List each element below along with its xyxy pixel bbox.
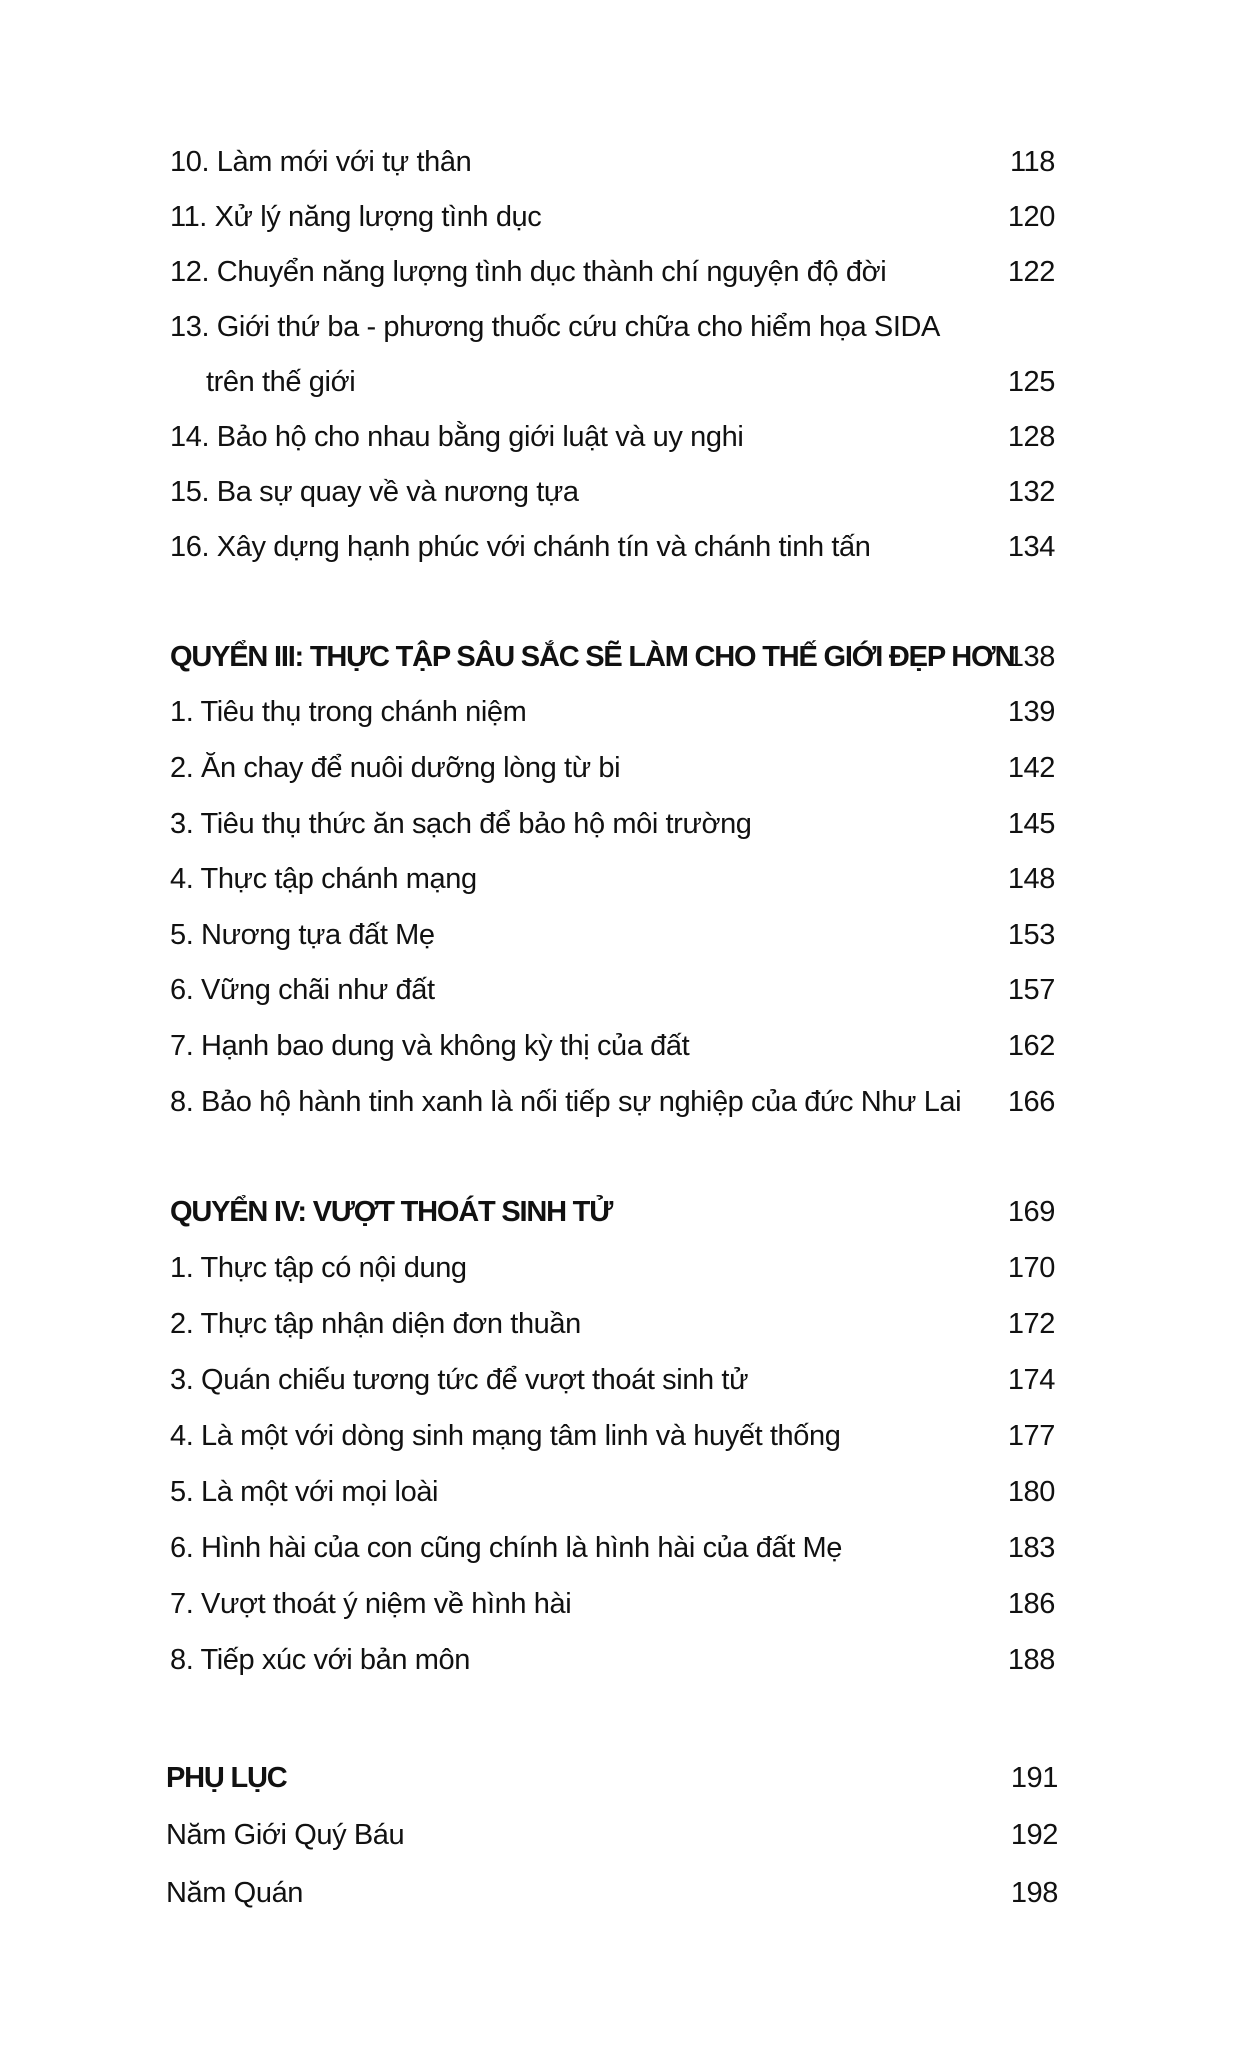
toc-section-heading-appendix <box>166 1756 1058 1800</box>
toc-entry-page: 153 <box>1007 919 1055 951</box>
toc-entry-title: 5. Nương tựa đất Mẹ <box>170 919 435 951</box>
toc-entry <box>170 1470 1055 1514</box>
toc-entry-page: 192 <box>1010 1819 1058 1851</box>
toc-entry <box>170 1414 1055 1458</box>
toc-entry-title: 4. Thực tập chánh mạng <box>170 863 477 895</box>
toc-entry-page: 177 <box>1007 1420 1055 1452</box>
toc-entry-title: 7. Hạnh bao dung và không kỳ thị của đất <box>170 1030 690 1062</box>
toc-entry <box>170 1080 1055 1124</box>
toc-entry-title: 4. Là một với dòng sinh mạng tâm linh và huyết thống <box>170 1420 841 1452</box>
toc-entry-page: 183 <box>1007 1532 1055 1564</box>
toc-entry-page: 180 <box>1007 1476 1055 1508</box>
toc-entry <box>170 140 1055 184</box>
toc-entry <box>170 305 1055 349</box>
toc-entry-page: 120 <box>1007 201 1055 233</box>
toc-entry-title: 8. Bảo hộ hành tinh xanh là nối tiếp sự nghiệp của đức Như Lai <box>170 1086 962 1118</box>
toc-section-heading-part-3 <box>170 635 1055 679</box>
toc-entry <box>170 1638 1055 1682</box>
toc-entry <box>170 470 1055 514</box>
toc-entry-title: 1. Thực tập có nội dung <box>170 1252 467 1284</box>
toc-entry <box>166 1871 1058 1915</box>
toc-entry-title: 1. Tiêu thụ trong chánh niệm <box>170 696 527 728</box>
toc-entry <box>166 1813 1058 1857</box>
toc-entry-page: 142 <box>1007 752 1055 784</box>
toc-entry-page: 172 <box>1007 1308 1055 1340</box>
toc-entry <box>170 857 1055 901</box>
toc-entry-title: Năm Quán <box>166 1877 304 1909</box>
toc-entry-title: 14. Bảo hộ cho nhau bằng giới luật và uy nghi <box>170 421 744 453</box>
toc-entry-title: 15. Ba sự quay về và nương tựa <box>170 476 579 508</box>
toc-entry <box>170 690 1055 734</box>
toc-entry <box>170 1246 1055 1290</box>
toc-entry-title: 10. Làm mới với tự thân <box>170 146 472 178</box>
toc-entry-page: 139 <box>1007 696 1055 728</box>
toc-entry-title: trên thế giới <box>206 366 356 398</box>
toc-entry-title: 7. Vượt thoát ý niệm về hình hài <box>170 1588 572 1620</box>
toc-section-heading-part-4 <box>170 1190 1055 1234</box>
toc-entry-page: 145 <box>1007 808 1055 840</box>
toc-entry <box>170 1302 1055 1346</box>
toc-entry-page: 132 <box>1007 476 1055 508</box>
toc-entry-page: 134 <box>1007 531 1055 563</box>
toc-entry <box>170 1582 1055 1626</box>
toc-entry-title: 11. Xử lý năng lượng tình dục <box>170 201 542 233</box>
toc-entry <box>170 968 1055 1012</box>
toc-entry <box>170 802 1055 846</box>
toc-entry-page: 174 <box>1007 1364 1055 1396</box>
toc-entry-title: 16. Xây dựng hạnh phúc với chánh tín và chánh tinh tấn <box>170 531 871 563</box>
toc-entry <box>170 525 1055 569</box>
toc-heading-title: QUYỂN IV: VƯỢT THOÁT SINH TỬ <box>170 1196 613 1228</box>
toc-entry <box>170 913 1055 957</box>
toc-entry-page: 125 <box>1007 366 1055 398</box>
toc-entry-page: 157 <box>1007 974 1055 1006</box>
toc-entry-title: 12. Chuyển năng lượng tình dục thành chí nguyện độ đời <box>170 256 887 288</box>
toc-entry-page: 148 <box>1007 863 1055 895</box>
toc-entry-continuation <box>170 360 1055 404</box>
toc-heading-page: 169 <box>1007 1196 1055 1228</box>
toc-entry <box>170 1024 1055 1068</box>
toc-entry-page: 188 <box>1007 1644 1055 1676</box>
toc-heading-page: 138 <box>1007 641 1055 673</box>
toc-heading-title: PHỤ LỤC <box>166 1762 287 1794</box>
toc-entry-page: 162 <box>1007 1030 1055 1062</box>
toc-entry-title: 8. Tiếp xúc với bản môn <box>170 1644 470 1676</box>
toc-entry-title: Năm Giới Quý Báu <box>166 1819 405 1851</box>
toc-heading-page: 191 <box>1010 1762 1058 1794</box>
toc-entry <box>170 1358 1055 1402</box>
toc-entry-title: 2. Thực tập nhận diện đơn thuần <box>170 1308 581 1340</box>
toc-entry-title: 13. Giới thứ ba - phương thuốc cứu chữa cho hiểm họa SIDA <box>170 311 940 343</box>
toc-entry <box>170 415 1055 459</box>
toc-entry-title: 5. Là một với mọi loài <box>170 1476 439 1508</box>
toc-entry-page: 166 <box>1007 1086 1055 1118</box>
toc-entry <box>170 746 1055 790</box>
toc-entry-page: 186 <box>1007 1588 1055 1620</box>
toc-entry-page: 118 <box>1009 146 1055 178</box>
toc-heading-title: QUYỂN III: THỰC TẬP SÂU SẮC SẼ LÀM CHO THẾ GIỚI ĐẸP HƠN <box>170 641 1015 673</box>
toc-entry-page: 198 <box>1010 1877 1058 1909</box>
toc-entry-page: 122 <box>1007 256 1055 288</box>
toc-entry-page: 170 <box>1007 1252 1055 1284</box>
toc-entry <box>170 195 1055 239</box>
toc-entry <box>170 250 1055 294</box>
toc-entry-title: 3. Tiêu thụ thức ăn sạch để bảo hộ môi trường <box>170 808 752 840</box>
toc-entry-page: 128 <box>1007 421 1055 453</box>
toc-entry-title: 3. Quán chiếu tương tức để vượt thoát sinh tử <box>170 1364 749 1396</box>
toc-entry-title: 6. Hình hài của con cũng chính là hình hài của đất Mẹ <box>170 1532 843 1564</box>
toc-entry-title: 2. Ăn chay để nuôi dưỡng lòng từ bi <box>170 752 621 784</box>
toc-entry-title: 6. Vững chãi như đất <box>170 974 435 1006</box>
toc-entry <box>170 1526 1055 1570</box>
